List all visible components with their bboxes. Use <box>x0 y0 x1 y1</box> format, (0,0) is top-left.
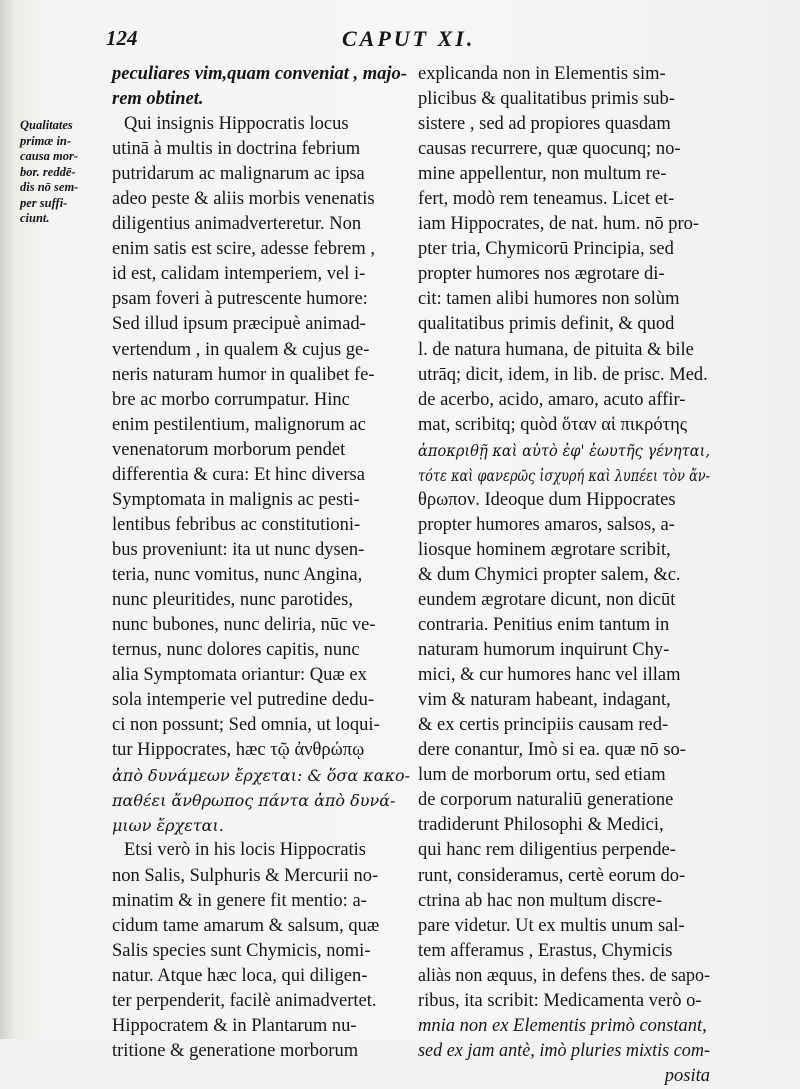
text-line: qui hanc rem diligentius perpende- <box>418 840 676 861</box>
text-line: θρωπον. Ideoque dum Hippocrates <box>418 489 676 510</box>
text-line: Salis species sunt Chymicis, nomi- <box>112 940 371 961</box>
right-text-column <box>418 62 710 1089</box>
text-line: adeo peste & aliis morbis venenatis <box>112 189 375 210</box>
text-line: cidum tame amarum & salsum, quæ <box>112 915 380 936</box>
text-line: sistere , sed ad propiores quasdam <box>418 114 671 135</box>
text-line: bus proveniunt: ita ut nunc dysen- <box>112 539 365 560</box>
left-text-column <box>112 62 412 1064</box>
text-line: lentibus febribus ac constitutioni- <box>112 514 361 535</box>
marginal-line: primæ in- <box>20 133 72 148</box>
text-line: psam foveri à putrescente humore: <box>112 289 368 310</box>
text-line: dere conantur, Imò si ea. quæ nō so- <box>418 740 686 761</box>
text-line: diligentius animadverteretur. Non <box>112 214 362 235</box>
text-line: sola intemperie vel putredine dedu- <box>112 690 374 711</box>
text-line: bre ac morbo corrumpatur. Hinc <box>112 389 350 410</box>
text-line: l. de natura humana, de pituita & bile <box>418 339 694 360</box>
text-line: cit: tamen alibi humores non solùm <box>418 289 680 310</box>
marginal-line: ciunt. <box>20 211 50 225</box>
text-line: lum de morborum ortu, sed etiam <box>418 765 666 786</box>
greek-text-line: ἀποκριθῇ καὶ αὐτὸ ἐφ' ἑωυτῆς γένηται, <box>418 440 710 460</box>
marginal-line: causa mor- <box>20 149 78 163</box>
text-line: minatim & in genere fit mentio: a- <box>112 890 367 911</box>
text-line: venenatorum morborum pendet <box>112 439 346 460</box>
page-number: 124 <box>106 26 138 50</box>
text-line: Symptomata in malignis ac pesti- <box>112 489 360 510</box>
text-line: Hippocratem & in Plantarum nu- <box>112 1015 357 1036</box>
text-line: qualitatibus primis definit, & quod <box>418 314 675 335</box>
text-line: Sed illud ipsum præcipuè animad- <box>112 314 366 335</box>
text-line: & dum Chymici propter salem, &c. <box>418 564 681 585</box>
text-line: posita <box>664 1065 710 1086</box>
text-line: natur. Atque hæc loca, qui diligen- <box>112 965 368 986</box>
greek-text-line: μιων ἔρχεται. <box>112 816 224 836</box>
text-line: non Salis, Sulphuris & Mercurii no- <box>112 865 379 886</box>
text-line: putridarum ac malignarum ac ipsa <box>112 164 365 185</box>
text-line: ribus, ita scribit: Medicamenta verò o- <box>418 990 702 1011</box>
text-line: plicibus & qualitatibus primis sub- <box>418 89 675 110</box>
marginal-line: per suffi- <box>20 195 68 210</box>
text-line: aliàs non æquus, in defens thes. de sapo- <box>418 965 710 986</box>
text-line: tur Hippocrates, hæc τῷ ἀνθρώπῳ <box>112 740 365 761</box>
text-line: mici, & cur humores hanc vel illam <box>418 665 681 686</box>
text-line: pter tria, Chymicorū Principia, sed <box>418 239 674 260</box>
text-line: nunc pleuritides, nunc parotides, <box>112 589 353 610</box>
text-line: alia Symptomata oriantur: Quæ ex <box>112 665 367 686</box>
text-line: vertendum , in qualem & cujus ge- <box>112 339 370 360</box>
text-line: tradiderunt Philosophi & Medici, <box>418 815 664 836</box>
text-line: naturam humorum inquirunt Chy- <box>418 640 670 661</box>
text-line: & ex certis principiis causam red- <box>418 715 669 736</box>
text-line: differentia & cura: Et hinc diversa <box>112 464 365 485</box>
text-line: liosque hominem ægrotare scribit, <box>418 539 671 560</box>
text-line: nunc bubones, nunc deliria, nūc ve- <box>112 615 376 636</box>
text-line: Etsi verò in his locis Hippocratis <box>124 840 367 861</box>
text-line: enim pestilentium, malignorum ac <box>112 414 366 435</box>
text-line: enim satis est scire, adesse febrem , <box>112 239 376 260</box>
marginal-line: bor. reddē- <box>20 164 76 179</box>
text-line: de corporum naturaliū generatione <box>418 790 674 811</box>
text-line: utrāq; dicit, idem, in lib. de prisc. Med. <box>418 364 708 385</box>
text-line: mnia non ex Elementis primò constant, <box>418 1015 707 1036</box>
text-line: contraria. Penitius enim tantum in <box>418 615 670 636</box>
text-line: fert, modò rem teneamus. Licet et- <box>418 189 675 210</box>
text-line: causas recurrere, quæ quocunq; no- <box>418 139 681 160</box>
marginal-line: Qualitates <box>20 118 73 132</box>
text-line: neris naturam humor in qualibet fe- <box>112 364 375 385</box>
text-line: utinā à multis in doctrina febrium <box>112 139 361 160</box>
text-line: de acerbo, acido, amaro, acuto affir- <box>418 389 686 410</box>
text-line: propter humores nos ægrotare di- <box>418 264 665 285</box>
text-line: teria, nunc vomitus, nunc Angina, <box>112 564 363 585</box>
text-line: ctrina ab hac non multum discre- <box>418 890 663 911</box>
text-line: ternus, nunc dolores capitis, nunc <box>112 640 360 661</box>
text-line: propter humores amaros, salsos, a- <box>418 514 675 535</box>
text-line: pare videtur. Ut ex multis unum sal- <box>418 915 685 936</box>
marginal-line: dis nō sem- <box>20 180 79 194</box>
text-line: vim & naturam habeant, indagant, <box>418 690 671 711</box>
running-head <box>92 26 692 54</box>
text-line: eundem ægrotare dicunt, non dicūt <box>418 589 676 610</box>
text-line: mine appellentur, non multum re- <box>418 164 667 185</box>
text-line: explicanda non in Elementis sim- <box>418 64 666 84</box>
marginal-note <box>20 118 110 227</box>
text-line: ter perpenderit, facilè animadvertet. <box>112 990 377 1011</box>
text-line: Qui insignis Hippocratis locus <box>124 114 349 135</box>
text-line: tem afferamus , Erastus, Chymicis <box>418 940 673 961</box>
text-line: peculiares vim,quam conveniat , majo- <box>112 64 407 84</box>
gutter-shadow <box>0 0 14 1039</box>
text-line: sed ex jam antè, imò pluries mixtis com- <box>418 1040 710 1061</box>
text-line: runt, consideramus, certè eorum do- <box>418 865 686 886</box>
greek-text-line: παθέει ἄνθρωπος πάντα ἀπὸ δυνά- <box>112 791 396 811</box>
text-line: rem obtinet. <box>112 89 204 110</box>
text-line: mat, scribitq; quòd ὅταν αἱ πικρότης <box>418 414 688 435</box>
greek-text-line: ἀπὸ δυνάμεων ἔρχεται: & ὅσα κακο- <box>112 766 411 786</box>
text-line: tritione & generatione morborum <box>112 1040 359 1061</box>
chapter-title: CAPUT XI. <box>342 26 476 51</box>
greek-text-line: τότε καὶ φανερῶς ἰσχυρή καὶ λυπέει τὸν ἄν- <box>418 465 710 485</box>
text-line: ci non possunt; Sed omnia, ut loqui- <box>112 715 380 736</box>
text-line: id est, calidam intemperiem, vel i- <box>112 264 366 285</box>
text-line: iam Hippocrates, de nat. hum. nō pro- <box>418 214 700 235</box>
